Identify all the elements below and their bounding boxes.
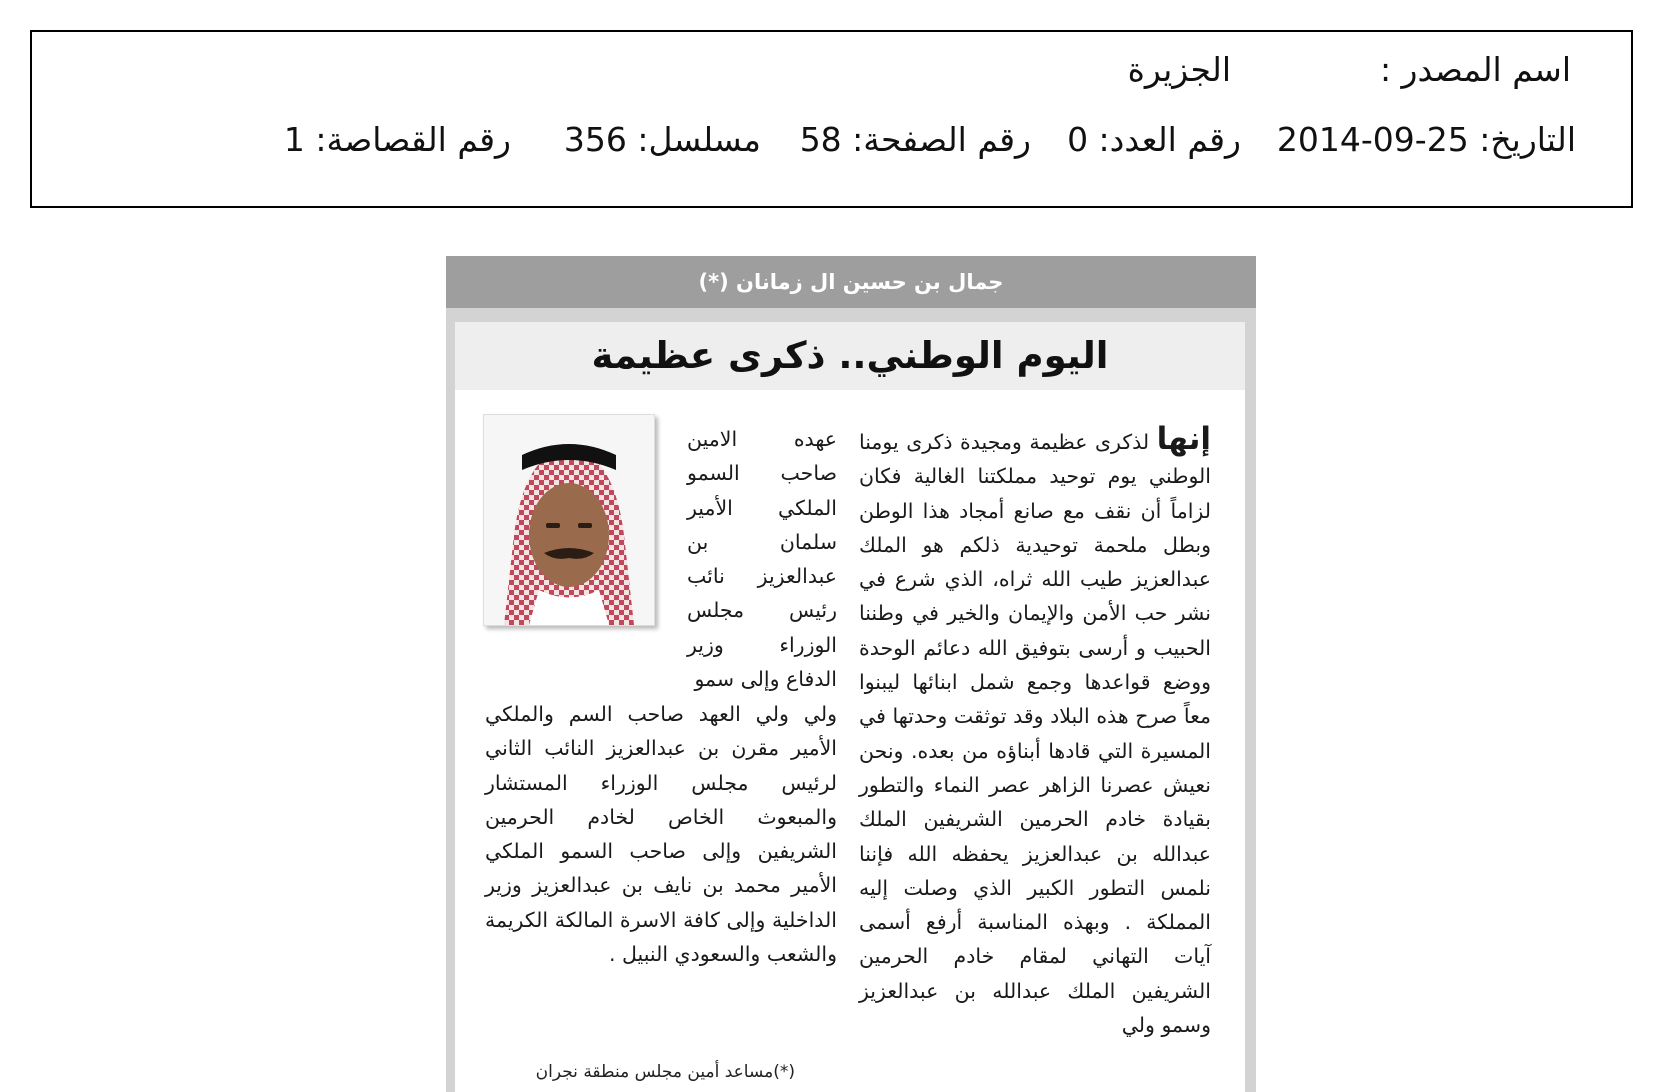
author-photo (483, 414, 655, 626)
article-column-left-top: عهده الامين صاحب السمو الملكي الأمير سلمان بن عبدالعزيز نائب رئيس مجلس الوزراء وزير الدفاع وإلى سمو (687, 427, 837, 692)
article-body (455, 322, 1245, 1092)
author-bar: جمال بن حسين ال زمانان (*) (446, 256, 1256, 308)
article-title: اليوم الوطني.. ذكرى عظيمة (455, 322, 1245, 390)
source-info-box (30, 30, 1633, 208)
details-line (32, 120, 1631, 170)
article-column-left-bottom: ولي ولي العهد صاحب السم والملكي الأمير مقرن بن عبدالعزيز النائب الثاني لرئيس مجلس الوزراء المستشار والمبعوث الخاص لخادم الحرمين الشريفين وإلى صاحب السمو الملكي الأمير محمد بن نايف بن عبدالعزيز وزير الداخلية وإلى كافة الاسرة المالكة الكريمة والشعب والسعودي النبيل . (485, 702, 837, 967)
clip-number-field: رقم القصاصة: 1 (283, 120, 511, 159)
issue-field: رقم العدد: 0 (1067, 120, 1241, 159)
newspaper-clipping (446, 256, 1256, 1092)
source-label: اسم المصدر : (1379, 50, 1571, 89)
date-field: التاريخ: 25-09-2014 (1276, 120, 1576, 159)
author-portrait-icon (484, 415, 654, 625)
column-right-text: لذكرى عظيمة ومجيدة ذكرى يومنا الوطني يوم توحيد مملكتنا الغالية فكان لزاماً أن نقف مع صانع أمجاد هذا الوطن وبطل ملحمة توحيدية ذلكم هو الملك عبدالعزيز طيب الله ثراه، الذي شرع في نشر حب الأمن والإيمان والخير في وطننا الحبيب و أرسى بتوفيق الله دعائم الوحدة ووضع قواعدها وجمع شمل ابنائها ليبنوا معاً صرح هذه البلاد وقد توثقت وحدتها في المسيرة التي قادها أبناؤه من بعده. ونحن نعيش عصرنا الزاهر عصر النماء والتطور بقيادة خادم الحرمين الشريفين الملك عبدالله بن عبدالعزيز يحفظه الله فإننا نلمس التطور الكبير الذي وصلت إليه المملكة . وبهذه المناسبة أرفع أسمى آيات التهاني لمقام خادم الحرمين الشريفين الملك عبدالله بن عبدالعزيز وسمو ولي (859, 430, 1211, 1038)
serial-field: مسلسل: 356 (563, 120, 761, 159)
source-line (32, 50, 1631, 100)
lead-word: إنها (1156, 421, 1211, 457)
article-column-right (859, 422, 1211, 1042)
source-value: الجزيرة (1127, 50, 1231, 89)
page-field: رقم الصفحة: 58 (799, 120, 1031, 159)
author-footnote: (*)مساعد أمين مجلس منطقة نجران (535, 1062, 795, 1082)
